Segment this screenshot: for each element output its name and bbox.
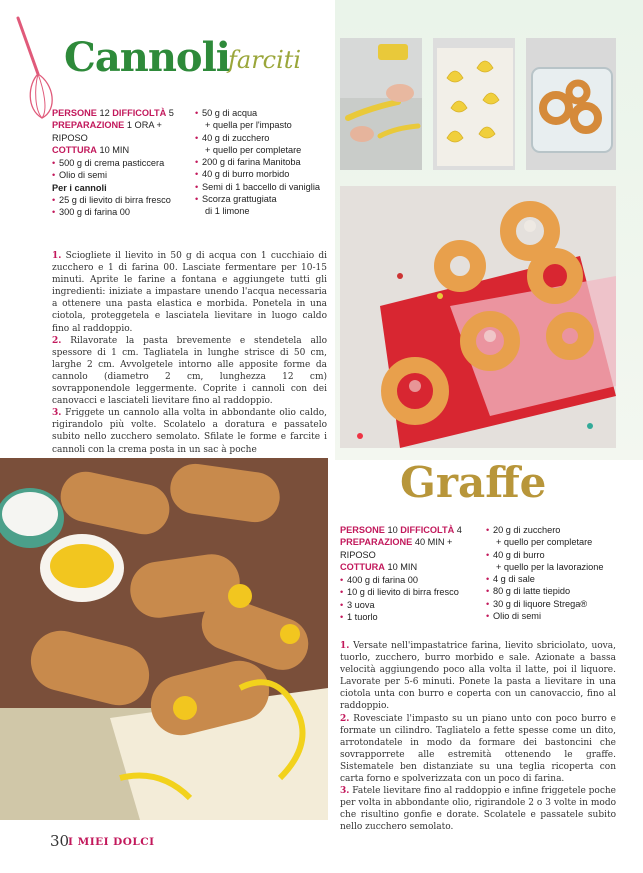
- ingredient-item: • 500 g di crema pasticcera: [52, 157, 192, 169]
- step-number: 2.: [340, 713, 350, 724]
- ingredient-item: • 3 uova: [340, 599, 485, 611]
- meta-value: 10: [387, 525, 398, 535]
- cannoli-instructions: [52, 250, 327, 456]
- ingredient-item: • 200 g di farina Manitoba: [195, 156, 333, 168]
- meta-label: COTTURA: [340, 561, 385, 572]
- meta-value: 12: [99, 108, 110, 118]
- ingredient-item: • 300 g di farina 00: [52, 206, 192, 218]
- graffe-photo: [340, 186, 616, 448]
- instruction-step: [52, 335, 327, 408]
- ingredient-item: + quello per la lavorazione: [496, 561, 604, 572]
- ingredient-item: • Scorza grattugiata: [195, 193, 333, 205]
- recipe-title: Cannoli: [64, 34, 230, 81]
- ingredient-item: • 30 g di liquore Strega®: [486, 598, 626, 610]
- ingredient-item: Per i cannoli: [52, 182, 107, 193]
- step-photo-1: [340, 38, 422, 170]
- step-text: Versate nell'impastatrice farina, lievito sbriciolato, uova, tuorlo, zucchero, burro morbido e sale. Azionate a bassa velocità aggiungendo poco alla volta il latte, poi il liquore. Lavorate per 5-6 minuti. Ponete la pasta a lievitare in una ciotola unta con burro e coperta con un canovaccio, fino al raddoppio.: [340, 641, 616, 712]
- ingredient-item: • 40 g di burro: [486, 549, 626, 561]
- meta-label: DIFFICOLTÀ: [400, 525, 455, 535]
- cannoli-photo: [0, 458, 328, 820]
- step-text: Friggete un cannolo alla volta in abbondante olio caldo, rigirandolo più volte. Scolatelo a doratura e passatelo subito nello zucchero semolato. Sfilate le forme e farcite i cannoli con la crema posta in un sac à poche: [52, 408, 327, 455]
- ingredient-item: • 400 g di farina 00: [340, 574, 485, 586]
- ingredient-item: • 80 g di latte tiepido: [486, 585, 626, 597]
- ingredient-item: • 40 g di zucchero: [195, 132, 333, 144]
- ingredient-item: • 50 g di acqua: [195, 107, 333, 119]
- meta-label: PREPARAZIONE: [52, 120, 125, 131]
- graffe-ingredients-left: [340, 574, 485, 623]
- ingredient-item: di 1 limone: [205, 206, 250, 217]
- instruction-step: [52, 250, 327, 335]
- ingredient-item: • Olio di semi: [52, 169, 192, 181]
- meta-value: 5: [168, 108, 174, 118]
- cannoli-ingredients-left: [52, 157, 192, 218]
- meta-label: COTTURA: [52, 144, 97, 155]
- ingredient-item: + quello per completare: [496, 537, 593, 548]
- cannoli-meta: [52, 107, 192, 156]
- instruction-step: [340, 785, 616, 833]
- meta-value: 4: [456, 525, 462, 535]
- step-number: 3.: [340, 786, 350, 797]
- ingredient-item: + quella per l'impasto: [205, 120, 292, 131]
- cannoli-ingredients-right: [195, 107, 333, 218]
- graffe-meta: [340, 524, 485, 573]
- step-number: 3.: [52, 408, 62, 419]
- step-photo-2: [433, 38, 515, 170]
- step-photo-3: [526, 38, 616, 170]
- meta-label: DIFFICOLTÀ: [112, 108, 167, 118]
- recipe-title: Graffe: [400, 458, 547, 507]
- ingredient-item: + quello per completare: [205, 144, 302, 155]
- step-text: Sciogliete il lievito in 50 g di acqua con 1 cucchiaio di zucchero e 1 di farina 00. Lasciate fermentare per 10-15 minuti. Aprite le farine a fontana e aggiungete tutti gli ingredienti: iniziate a impastare unendo l'acqua necessaria a ottenere una pasta elastica e morbida. Ponetela in una ciotola, proteggetela e lasciatela lievitare in luogo caldo fino al raddoppio.: [52, 251, 327, 334]
- step-text: Rilavorate la pasta brevemente e stendetela allo spessore di 1 cm. Tagliatela in lunghe strisce di 50 cm, larghe 2 cm. Avvolgetele intorno alle apposite forme da cannolo (diametro 2 cm, lunghezza 12 cm) sovrapponendole leggermente. Coprite i cannoli con dei canovacci e lasciateli lievitare fino al raddoppio.: [52, 335, 327, 407]
- meta-value: 10 MIN: [387, 561, 418, 572]
- ingredient-item: • 25 g di lievito di birra fresco: [52, 194, 192, 206]
- meta-value: 1 ORA + RIPOSO: [52, 120, 162, 143]
- magazine-name: I MIEI DOLCI: [68, 836, 155, 848]
- step-text: Rovesciate l'impasto su un piano unto con poco burro e formate un cilindro. Tagliatelo a fette spesse come un dito, arrotondatele in modo da formare dei bastoncini che sovrapporrete alle estremità ottenendo le graffe. Sistematele ben distanziate su una teglia ricoperta con carta forno e spolverizzata con un poco di farina.: [340, 713, 616, 785]
- ingredient-item: • 10 g di lievito di birra fresco: [340, 586, 485, 598]
- step-number: 1.: [340, 641, 350, 651]
- ingredient-item: • 4 g di sale: [486, 573, 626, 585]
- ingredient-item: • 20 g di zucchero: [486, 524, 626, 536]
- instruction-step: [340, 713, 616, 786]
- meta-value: 10 MIN: [99, 144, 130, 155]
- meta-label: PERSONE: [52, 108, 97, 118]
- step-number: 1.: [52, 251, 62, 261]
- recipe-subtitle: farciti: [228, 46, 302, 74]
- step-text: Fatele lievitare fino al raddoppio e infine friggetele poche per volta in abbondante olio, rigirandole 2 o 3 volte in modo che risultino gonfie e dorate. Scolatele e passatele subito nello zucchero semolato.: [340, 786, 616, 833]
- ingredient-item: • Olio di semi: [486, 610, 626, 622]
- ingredient-item: • Semi di 1 baccello di vaniglia: [195, 181, 333, 193]
- instruction-step: [340, 640, 616, 713]
- meta-label: PREPARAZIONE: [340, 537, 413, 548]
- graffe-ingredients-right: [486, 524, 626, 622]
- ingredient-item: • 40 g di burro morbido: [195, 168, 333, 180]
- ingredient-item: • 1 tuorlo: [340, 611, 485, 623]
- step-number: 2.: [52, 335, 62, 346]
- instruction-step: [52, 407, 327, 455]
- meta-label: PERSONE: [340, 525, 385, 535]
- graffe-instructions: [340, 640, 616, 834]
- page-number: 30: [50, 832, 70, 850]
- meta-value: 40 MIN + RIPOSO: [340, 537, 453, 560]
